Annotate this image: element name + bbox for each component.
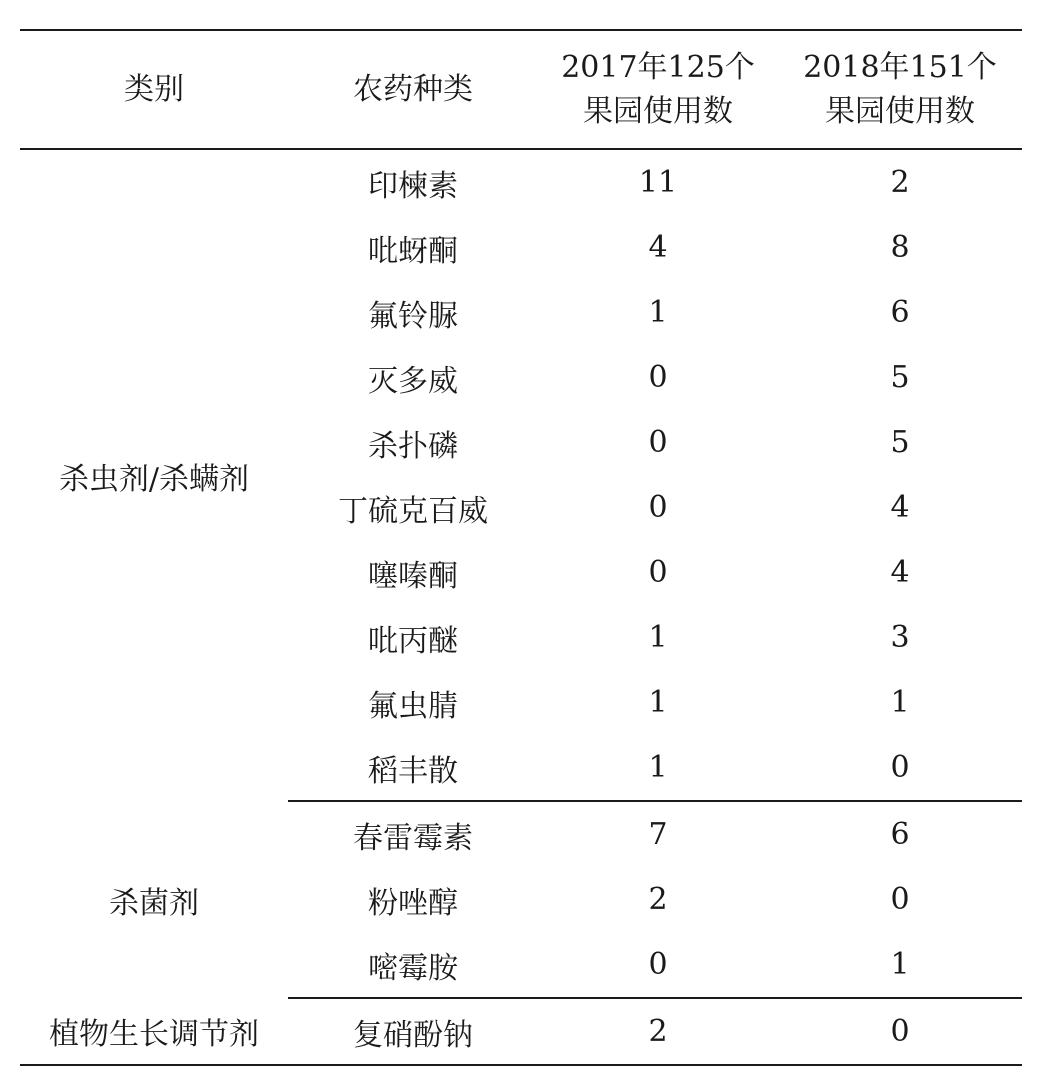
pesticide-name-cell: 嘧霉胺: [288, 932, 538, 998]
count-2017-cell: 1: [648, 620, 668, 655]
category-cell: 植物生长调节剂: [20, 998, 288, 1065]
count-2018-cell: 6: [890, 817, 910, 852]
pesticide-name-cell: 春雷霉素: [353, 820, 473, 856]
pesticide-name-cell: 复硝酚钠: [288, 998, 538, 1065]
count-2017-cell: 7: [648, 817, 668, 852]
count-2017-cell: 2: [538, 998, 778, 1065]
category-cell: 杀虫剂/杀螨剂: [58, 461, 250, 497]
count-2018-cell: 2: [890, 165, 910, 200]
count-2017-cell: 1: [648, 295, 668, 330]
header-2018-count: 2018年151个 果园使用数: [778, 30, 1022, 149]
pesticide-name-cell: 粉唑醇: [368, 885, 458, 921]
table-row: [20, 801, 1022, 867]
count-2017-cell: 2: [648, 882, 668, 917]
count-2017-cell: 0: [648, 360, 668, 395]
count-2018-cell: 1: [890, 685, 910, 720]
pesticide-name-cell: 氟铃脲: [368, 298, 458, 334]
pesticide-name-cell: 杀扑磷: [368, 428, 458, 464]
pesticide-name-cell: 印楝素: [368, 168, 458, 204]
table-header: [20, 30, 1022, 149]
count-2017-cell: 4: [648, 230, 668, 265]
pesticide-name-cell: 吡丙醚: [368, 623, 458, 659]
count-2017-cell: 0: [648, 490, 668, 525]
header-pesticide-type: 农药种类: [288, 30, 538, 149]
pesticide-name-cell: 噻嗪酮: [368, 558, 458, 594]
count-2017-cell: 1: [648, 685, 668, 720]
header-2017-count: 2017年125个 果园使用数: [538, 30, 778, 149]
table-row: [20, 149, 1022, 215]
count-2018-cell: 8: [890, 230, 910, 265]
count-2018-cell: 4: [890, 555, 910, 590]
pesticide-name-cell: 吡蚜酮: [368, 233, 458, 269]
count-2018-cell: 3: [890, 620, 910, 655]
table-body: [20, 149, 1022, 1065]
pesticide-name-cell: 稻丰散: [288, 735, 538, 801]
header-category: 类别: [20, 30, 288, 149]
count-2018-cell: 1: [778, 932, 1022, 998]
count-2018-cell: 5: [890, 425, 910, 460]
count-2017-cell: 0: [648, 425, 668, 460]
count-2017-cell: 1: [538, 735, 778, 801]
count-2018-cell: 0: [778, 735, 1022, 801]
header-row: [20, 30, 1022, 149]
count-2017-cell: 0: [538, 932, 778, 998]
count-2017-cell: 0: [648, 555, 668, 590]
count-2018-cell: 0: [778, 998, 1022, 1065]
category-cell: 杀菌剂: [109, 885, 199, 921]
pesticide-usage-table: [20, 29, 1022, 1066]
count-2018-cell: 0: [890, 882, 910, 917]
pesticide-name-cell: 丁硫克百威: [338, 493, 488, 529]
count-2018-cell: 4: [890, 490, 910, 525]
pesticide-name-cell: 灭多威: [368, 363, 458, 399]
count-2018-cell: 5: [890, 360, 910, 395]
count-2018-cell: 6: [890, 295, 910, 330]
count-2017-cell: 11: [638, 165, 678, 200]
table-row: [20, 998, 1022, 1065]
pesticide-name-cell: 氟虫腈: [368, 688, 458, 724]
